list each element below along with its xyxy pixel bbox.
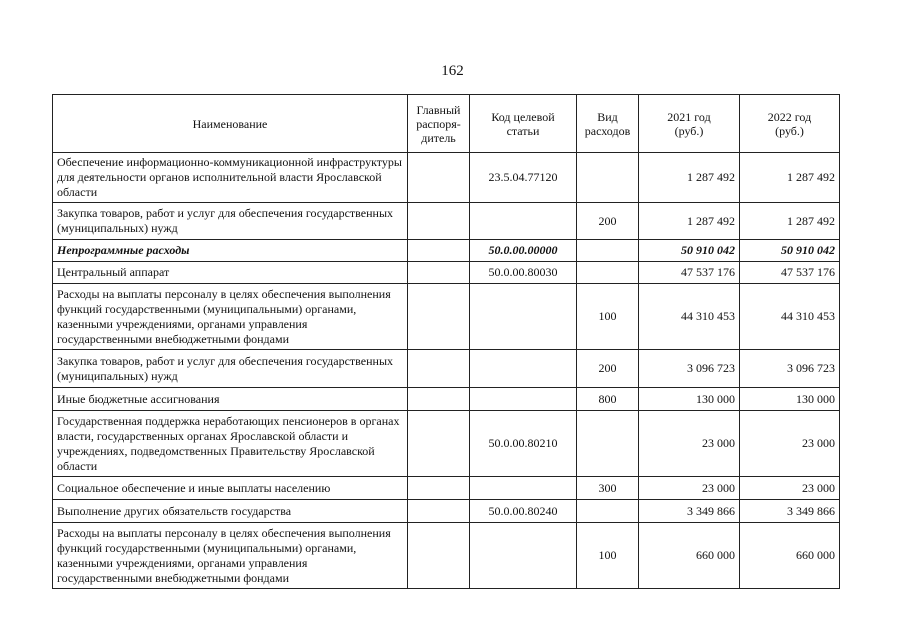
row-type: 800 bbox=[577, 388, 639, 411]
budget-table bbox=[52, 94, 840, 589]
row-manager bbox=[408, 240, 470, 262]
table-row bbox=[53, 262, 840, 284]
table-header-row bbox=[53, 95, 840, 153]
row-2021: 660 000 bbox=[639, 523, 740, 589]
header-year-2022: 2022 год (руб.) bbox=[740, 95, 840, 153]
row-2021: 3 349 866 bbox=[639, 500, 740, 523]
row-manager bbox=[408, 203, 470, 240]
page-number: 162 bbox=[441, 63, 464, 79]
row-manager bbox=[408, 477, 470, 500]
row-2021: 1 287 492 bbox=[639, 153, 740, 203]
row-name: Закупка товаров, работ и услуг для обеспечения государственных (муниципальных) нужд bbox=[53, 203, 408, 240]
table-row bbox=[53, 153, 840, 203]
row-2022: 1 287 492 bbox=[740, 203, 840, 240]
row-manager bbox=[408, 411, 470, 477]
row-code: 23.5.04.77120 bbox=[470, 153, 577, 203]
row-2022: 50 910 042 bbox=[740, 240, 840, 262]
row-2022: 3 096 723 bbox=[740, 350, 840, 388]
row-2021: 44 310 453 bbox=[639, 284, 740, 350]
row-code: 50.0.00.80210 bbox=[470, 411, 577, 477]
row-name: Государственная поддержка неработающих пенсионеров в органах власти, государственных органах Ярославской области и учреждениях, подведомственных Правительству Ярославской области bbox=[53, 411, 408, 477]
row-name: Социальное обеспечение и иные выплаты населению bbox=[53, 477, 408, 500]
row-2022: 44 310 453 bbox=[740, 284, 840, 350]
row-2022: 47 537 176 bbox=[740, 262, 840, 284]
row-code bbox=[470, 350, 577, 388]
row-type: 100 bbox=[577, 284, 639, 350]
row-manager bbox=[408, 500, 470, 523]
row-manager bbox=[408, 388, 470, 411]
row-name: Обеспечение информационно-коммуникационной инфраструктуры для деятельности органов исполнительной власти Ярославской области bbox=[53, 153, 408, 203]
row-name: Закупка товаров, работ и услуг для обеспечения государственных (муниципальных) нужд bbox=[53, 350, 408, 388]
header-year-2021: 2021 год (руб.) bbox=[639, 95, 740, 153]
row-code bbox=[470, 388, 577, 411]
row-code: 50.0.00.00000 bbox=[470, 240, 577, 262]
table-row bbox=[53, 500, 840, 523]
row-2022: 23 000 bbox=[740, 477, 840, 500]
table-row bbox=[53, 240, 840, 262]
row-type: 200 bbox=[577, 350, 639, 388]
table-row bbox=[53, 477, 840, 500]
row-2021: 23 000 bbox=[639, 411, 740, 477]
row-2022: 660 000 bbox=[740, 523, 840, 589]
row-2021: 130 000 bbox=[639, 388, 740, 411]
row-name: Расходы на выплаты персоналу в целях обеспечения выполнения функций государственными (муниципальными) органами, казенными учреждениями, органами управления государственными внебюджетными фондами bbox=[53, 523, 408, 589]
table-row bbox=[53, 284, 840, 350]
row-type: 300 bbox=[577, 477, 639, 500]
table-row bbox=[53, 388, 840, 411]
row-2022: 3 349 866 bbox=[740, 500, 840, 523]
row-code: 50.0.00.80240 bbox=[470, 500, 577, 523]
row-name: Центральный аппарат bbox=[53, 262, 408, 284]
row-2021: 3 096 723 bbox=[639, 350, 740, 388]
header-expense-type: Вид расходов bbox=[577, 95, 639, 153]
table-row bbox=[53, 523, 840, 589]
row-2022: 130 000 bbox=[740, 388, 840, 411]
header-name: Наименование bbox=[53, 95, 408, 153]
row-name: Расходы на выплаты персоналу в целях обеспечения выполнения функций государственными (муниципальными) органами, казенными учреждениями, органами управления государственными внебюджетными фондами bbox=[53, 284, 408, 350]
row-type bbox=[577, 411, 639, 477]
row-2022: 23 000 bbox=[740, 411, 840, 477]
row-manager bbox=[408, 262, 470, 284]
table-row bbox=[53, 350, 840, 388]
row-manager bbox=[408, 350, 470, 388]
row-code bbox=[470, 284, 577, 350]
header-target-code: Код целевой статьи bbox=[470, 95, 577, 153]
row-type bbox=[577, 500, 639, 523]
row-type: 100 bbox=[577, 523, 639, 589]
row-code bbox=[470, 203, 577, 240]
row-name: Непрограммные расходы bbox=[53, 240, 408, 262]
row-2022: 1 287 492 bbox=[740, 153, 840, 203]
row-2021: 23 000 bbox=[639, 477, 740, 500]
row-type: 200 bbox=[577, 203, 639, 240]
table-row bbox=[53, 411, 840, 477]
row-type bbox=[577, 262, 639, 284]
row-manager bbox=[408, 153, 470, 203]
row-code bbox=[470, 523, 577, 589]
row-manager bbox=[408, 284, 470, 350]
row-code: 50.0.00.80030 bbox=[470, 262, 577, 284]
header-main-manager: Главный распоря- дитель bbox=[408, 95, 470, 153]
row-2021: 1 287 492 bbox=[639, 203, 740, 240]
row-name: Иные бюджетные ассигнования bbox=[53, 388, 408, 411]
row-manager bbox=[408, 523, 470, 589]
row-2021: 50 910 042 bbox=[639, 240, 740, 262]
row-code bbox=[470, 477, 577, 500]
row-2021: 47 537 176 bbox=[639, 262, 740, 284]
row-type bbox=[577, 240, 639, 262]
row-name: Выполнение других обязательств государства bbox=[53, 500, 408, 523]
row-type bbox=[577, 153, 639, 203]
table-row bbox=[53, 203, 840, 240]
